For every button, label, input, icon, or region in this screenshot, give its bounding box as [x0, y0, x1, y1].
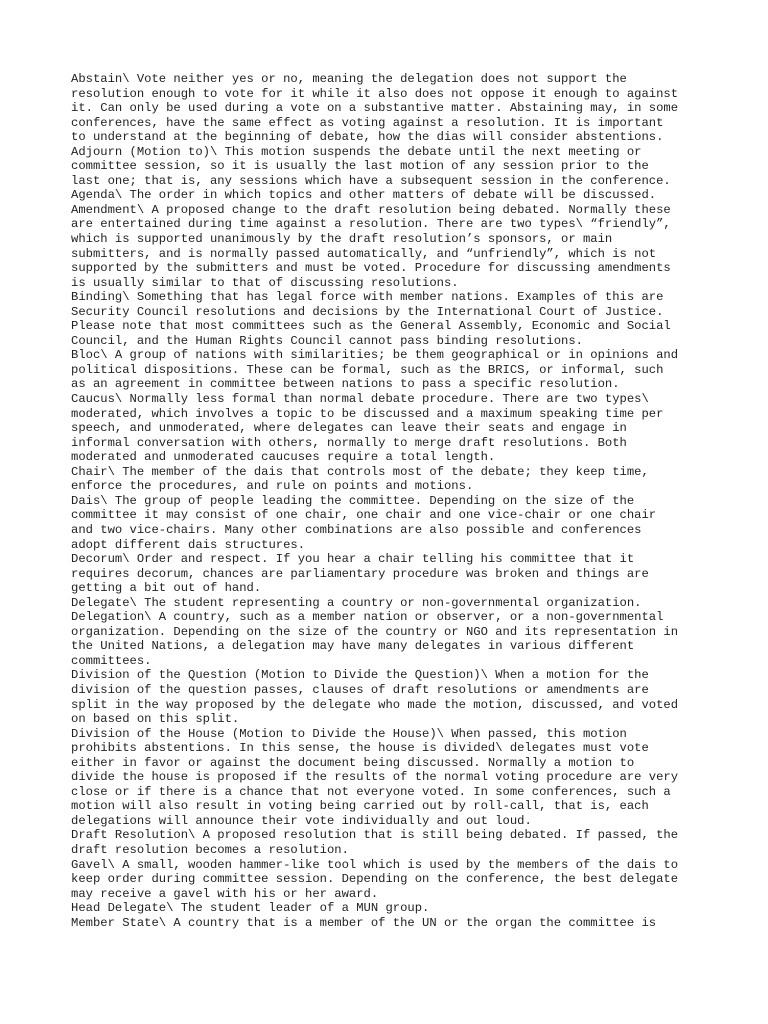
text-line: Chair\ The member of the dais that controls most of the debate; they keep time,	[71, 464, 649, 479]
text-line: informal conversation with others, normally to merge draft resolutions. Both	[71, 435, 627, 450]
text-line: Agenda\ The order in which topics and other matters of debate will be discussed.	[71, 188, 657, 203]
text-line: as an agreement in committee between nations to pass a specific resolution.	[71, 377, 620, 392]
text-line: Delegation\ A country, such as a member nation or observer, or a non-governmental	[71, 610, 664, 625]
text-line: divide the house is proposed if the results of the normal voting procedure are very	[71, 770, 679, 785]
text-line: keep order during committee session. Depending on the conference, the best delegate	[71, 872, 679, 887]
text-line: speech, and unmoderated, where delegates can leave their seats and engage in	[71, 421, 627, 436]
text-line: Head Delegate\ The student leader of a MUN group.	[71, 901, 430, 916]
text-line: Delegate\ The student representing a country or non-governmental organization.	[71, 595, 642, 610]
text-line: are entertained during time against a resolution. There are two types\ “friendly”,	[71, 217, 671, 232]
text-line: on based on this split.	[71, 712, 240, 727]
text-line: is usually similar to that of discussing resolutions.	[71, 275, 459, 290]
text-line: committee it may consist of one chair, one chair and one vice-chair or one chair	[71, 508, 657, 523]
text-line: split in the way proposed by the delegate who made the motion, discussed, and voted	[71, 697, 679, 712]
text-line: Decorum\ Order and respect. If you hear a chair telling his committee that it	[71, 552, 635, 567]
text-line: supported by the submitters and must be voted. Procedure for discussing amendments	[71, 261, 671, 276]
text-line: moderated, which involves a topic to be discussed and a maximum speaking time per	[71, 406, 664, 421]
text-line: Bloc\ A group of nations with similarities; be them geographical or in opinions and	[71, 348, 679, 363]
text-line: either in favor or against the document being discussed. Normally a motion to	[71, 755, 635, 770]
text-line: Abstain\ Vote neither yes or no, meaning the delegation does not support the	[71, 72, 627, 86]
text-line: Adjourn (Motion to)\ This motion suspends the debate until the next meeting or	[71, 144, 642, 159]
text-line: draft resolution becomes a resolution.	[71, 842, 349, 857]
text-line: resolution enough to vote for it while it also does not oppose it enough to against	[71, 86, 679, 101]
text-line: motion will also result in voting being carried out by roll-call, that is, each	[71, 799, 649, 814]
glossary-text	[71, 72, 701, 930]
text-line: conferences, have the same effect as voting against a resolution. It is important	[71, 115, 664, 130]
text-line: submitters, and is normally passed automatically, and “unfriendly”, which is not	[71, 246, 657, 261]
text-line: Caucus\ Normally less formal than normal debate procedure. There are two types\	[71, 392, 649, 407]
text-line: prohibits abstentions. In this sense, the house is divided\ delegates must vote	[71, 741, 649, 756]
text-line: organization. Depending on the size of the country or NGO and its representation in	[71, 624, 679, 639]
text-line: adopt different dais structures.	[71, 537, 306, 552]
text-line: Gavel\ A small, wooden hammer-like tool which is used by the members of the dais to	[71, 857, 679, 872]
text-line: Please note that most committees such as the General Assembly, Economic and Social	[71, 319, 671, 334]
text-line: and two vice-chairs. Many other combinations are also possible and conferences	[71, 522, 642, 537]
text-line: requires decorum, chances are parliamentary procedure was broken and things are	[71, 566, 649, 581]
text-line: committees.	[71, 653, 152, 668]
text-line: close or if there is a chance that not everyone voted. In some conferences, such a	[71, 784, 671, 799]
text-line: getting a bit out of hand.	[71, 581, 262, 596]
text-line: Dais\ The group of people leading the committee. Depending on the size of the	[71, 493, 635, 508]
text-line: moderated and unmoderated caucuses require a total length.	[71, 450, 496, 465]
text-line: which is supported unanimously by the draft resolution’s sponsors, or main	[71, 232, 613, 247]
text-line: Binding\ Something that has legal force with member nations. Examples of this are	[71, 290, 664, 305]
text-line: Member State\ A country that is a member of the UN or the organ the committee is	[71, 915, 657, 930]
text-line: Draft Resolution\ A proposed resolution that is still being debated. If passed, the	[71, 828, 679, 843]
text-line: Security Council resolutions and decisions by the International Court of Justice.	[71, 304, 664, 319]
text-line: it. Can only be used during a vote on a substantive matter. Abstaining may, in some	[71, 101, 679, 116]
text-line: the United Nations, a delegation may have many delegates in various different	[71, 639, 635, 654]
text-line: Division of the Question (Motion to Divide the Question)\ When a motion for the	[71, 668, 649, 683]
text-line: last one; that is, any sessions which have a subsequent session in the conference.	[71, 173, 671, 188]
text-line: political dispositions. These can be formal, such as the BRICS, or informal, such	[71, 362, 664, 377]
text-line: committee session, so it is usually the last motion of any session prior to the	[71, 159, 649, 174]
text-line: enforce the procedures, and rule on points and motions.	[71, 479, 474, 494]
text-line: may receive a gavel with his or her award.	[71, 886, 379, 901]
text-line: delegations will announce their vote individually and out loud.	[71, 813, 532, 828]
text-line: Division of the House (Motion to Divide the House)\ When passed, this motion	[71, 726, 627, 741]
text-line: Amendment\ A proposed change to the draft resolution being debated. Normally these	[71, 202, 671, 217]
text-line: division of the question passes, clauses of draft resolutions or amendments are	[71, 682, 649, 697]
text-line: Council, and the Human Rights Council cannot pass binding resolutions.	[71, 333, 583, 348]
text-line: to understand at the beginning of debate, how the dias will consider abstentions.	[71, 130, 664, 145]
